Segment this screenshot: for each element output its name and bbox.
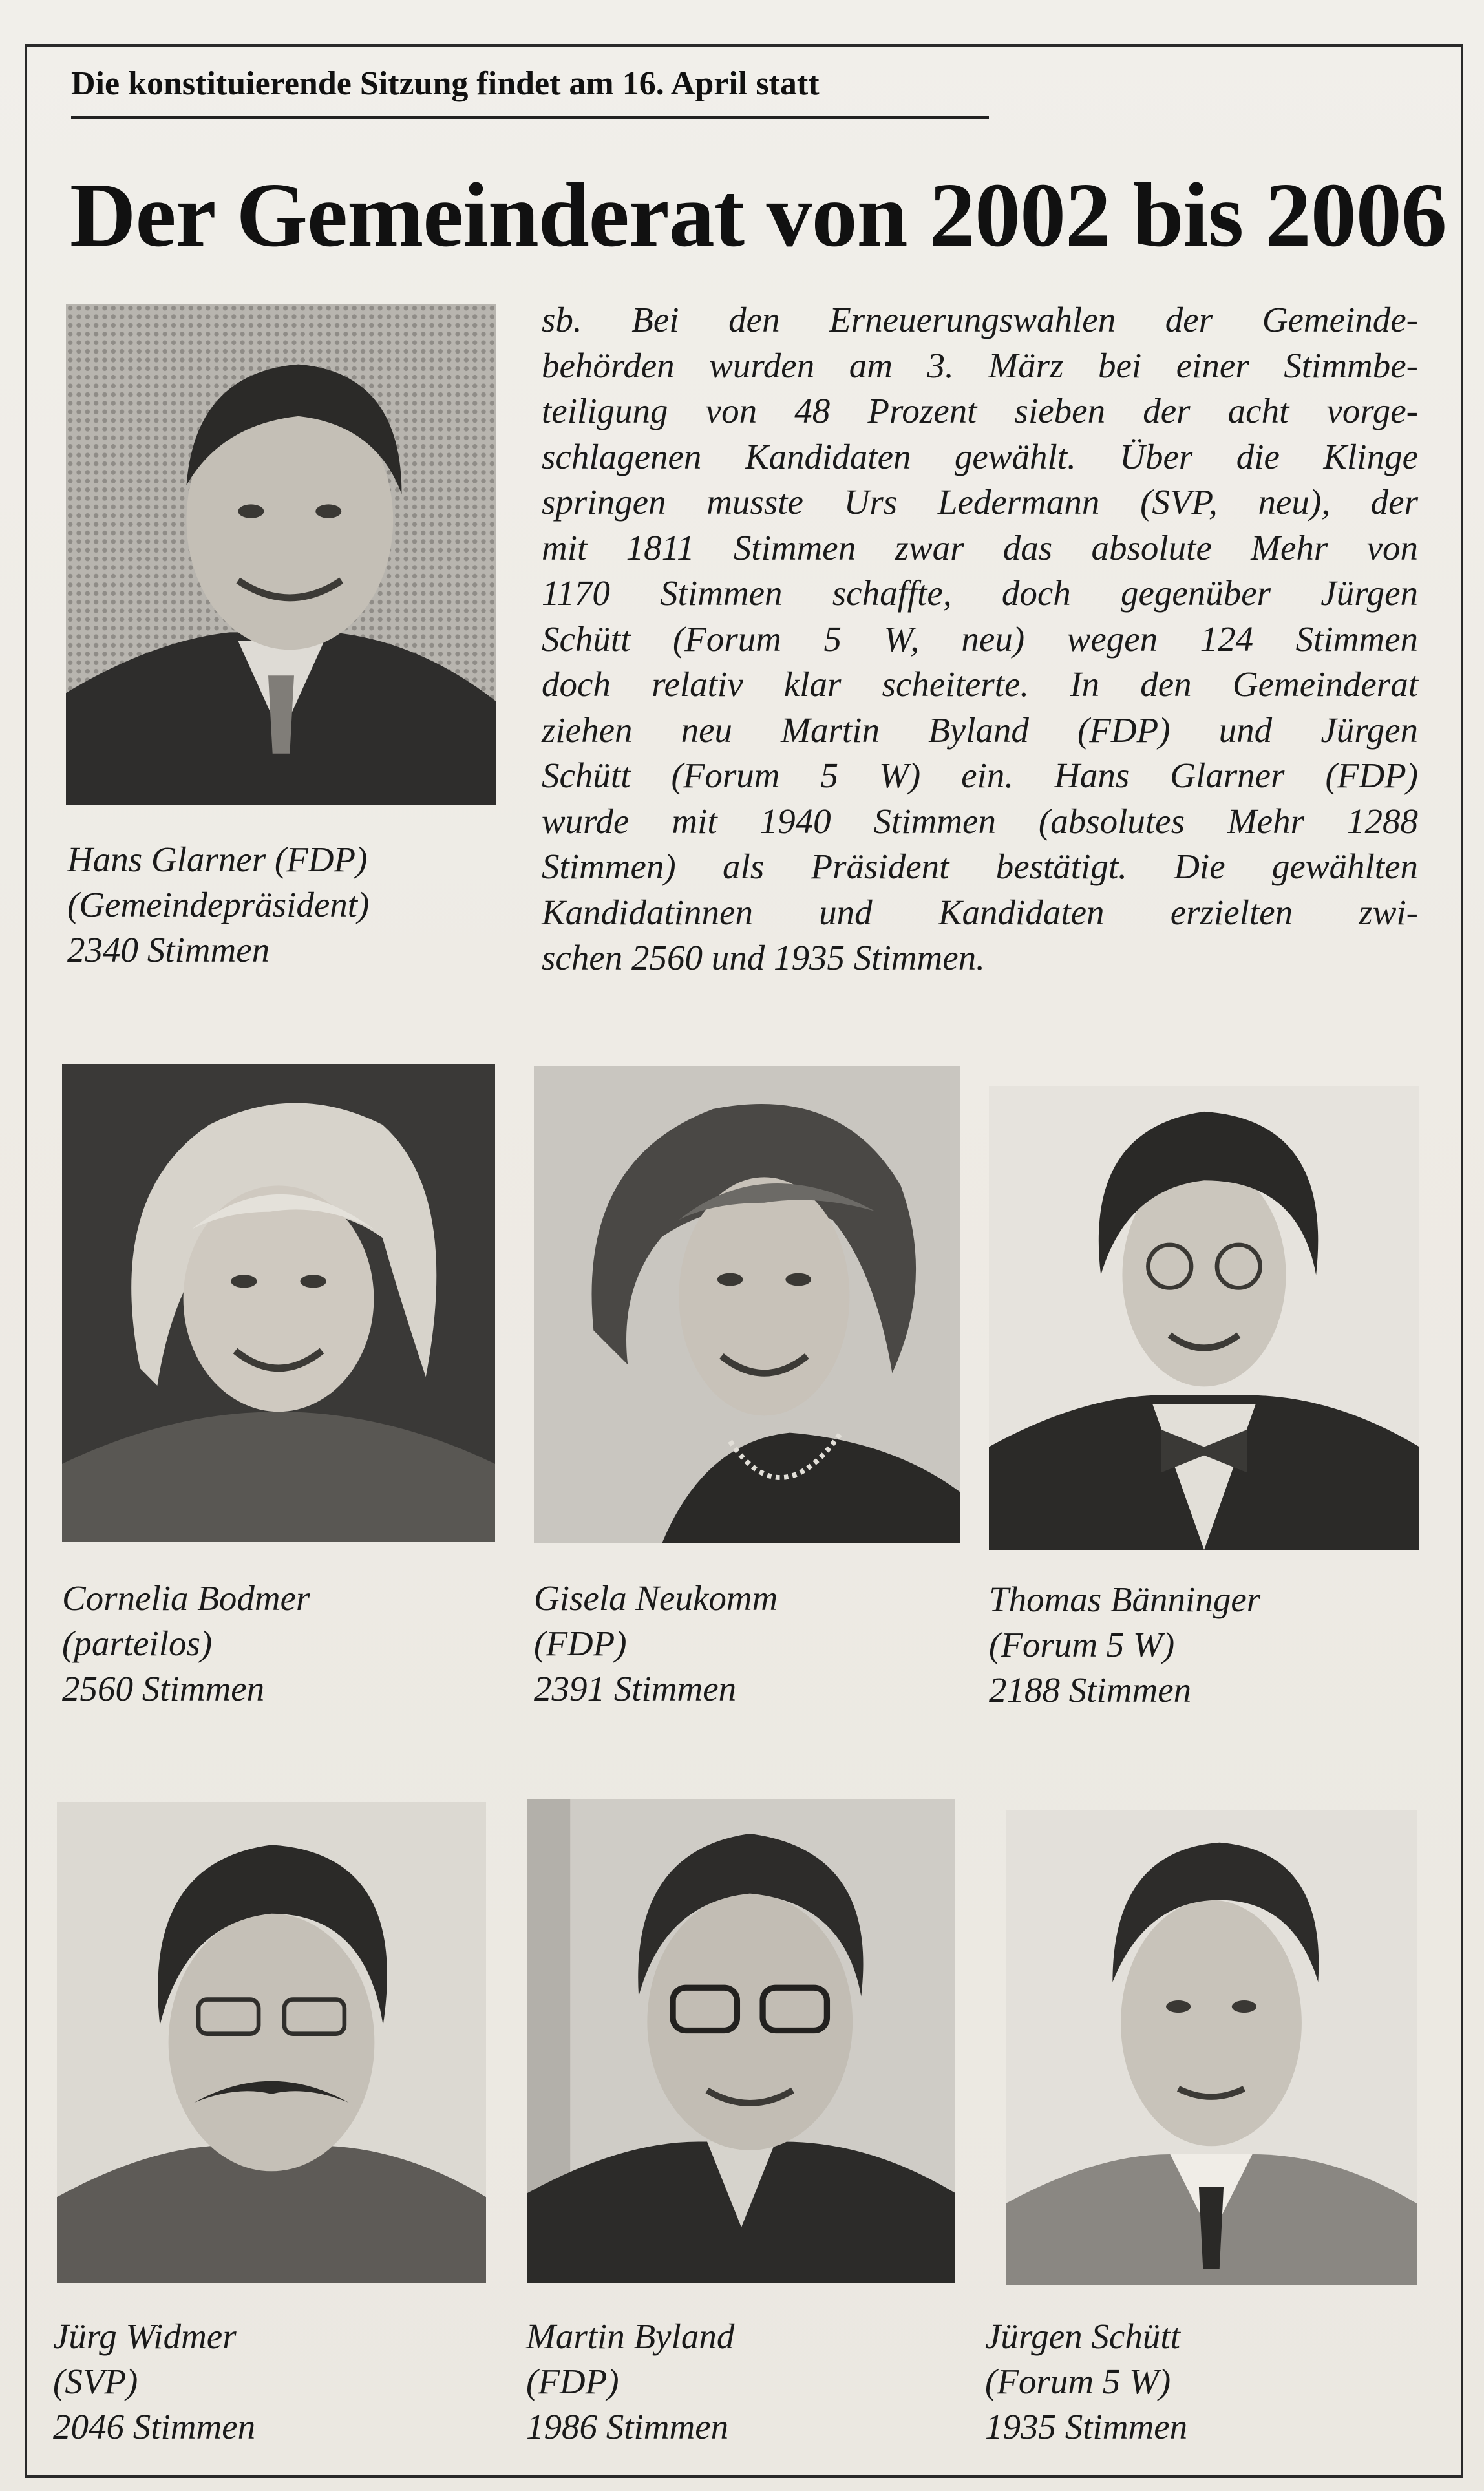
headline: Der Gemeinderat von 2002 bis 2006 — [70, 164, 1447, 266]
portrait-man-bowtie-image — [989, 1086, 1419, 1550]
portrait-photo-gisela-neukomm — [534, 1066, 960, 1543]
kicker-underline — [71, 116, 989, 119]
lead-line: wurde mit 1940 Stimmen (absolutes Mehr 1288 — [542, 801, 1418, 841]
member-votes: 1935 Stimmen — [985, 2407, 1188, 2446]
member-votes: 2046 Stimmen — [53, 2407, 256, 2446]
portrait-woman-necklace-image — [534, 1066, 960, 1543]
lead-line: teiligung von 48 Prozent sieben der acht vorge- — [542, 391, 1418, 430]
portrait-man-tie-image — [1006, 1810, 1417, 2285]
member-name: Thomas Bänninger — [989, 1580, 1261, 1619]
caption-cornelia-bodmer — [62, 1576, 310, 1712]
lead-line: Schütt (Forum 5 W) ein. Hans Glarner (FDP) — [542, 756, 1418, 795]
portrait-man-glasses-image — [527, 1799, 955, 2283]
portrait-man-mustache-image — [57, 1802, 486, 2283]
lead-paragraph — [542, 297, 1418, 981]
kicker: Die konstituierende Sitzung findet am 16. April statt — [71, 65, 820, 102]
member-votes: 2340 Stimmen — [67, 930, 270, 970]
member-role: (FDP) — [526, 2362, 619, 2401]
portrait-photo-cornelia-bodmer — [62, 1064, 495, 1542]
lead-line: Schütt (Forum 5 W, neu) wegen 124 Stimmen — [542, 619, 1418, 659]
caption-gisela-neukomm — [534, 1576, 778, 1712]
lead-line: 1170 Stimmen schaffte, doch gegenüber Jürgen — [542, 573, 1418, 613]
member-name: Gisela Neukomm — [534, 1578, 778, 1618]
caption-juergen-schuett — [985, 2314, 1187, 2450]
lead-line: sb. Bei den Erneuerungswahlen der Gemeinde- — [542, 300, 1418, 339]
caption-juerg-widmer — [53, 2314, 255, 2450]
portrait-man-suit-image — [66, 304, 496, 805]
lead-line: schlagenen Kandidaten gewählt. Über die Klinge — [542, 436, 1418, 476]
member-role: (Forum 5 W) — [989, 1625, 1175, 1664]
member-role: (parteilos) — [62, 1624, 213, 1663]
member-name: Jürgen Schütt — [985, 2316, 1180, 2356]
portrait-woman-blonde-image — [62, 1064, 495, 1542]
portrait-photo-martin-byland — [527, 1799, 955, 2283]
lead-line: Kandidatinnen und Kandidaten erzielten zwi- — [542, 892, 1418, 932]
member-votes: 2391 Stimmen — [534, 1669, 737, 1708]
member-role: (SVP) — [53, 2362, 138, 2401]
member-votes: 1986 Stimmen — [526, 2407, 729, 2446]
portrait-photo-juerg-widmer — [57, 1802, 486, 2283]
lead-line: schen 2560 und 1935 Stimmen. — [542, 938, 985, 977]
lead-line: ziehen neu Martin Byland (FDP) und Jürgen — [542, 710, 1418, 750]
lead-line: springen musste Urs Ledermann (SVP, neu), der — [542, 482, 1418, 522]
portrait-photo-thomas-baenninger — [989, 1086, 1419, 1550]
lead-line: mit 1811 Stimmen zwar das absolute Mehr von — [542, 527, 1418, 567]
caption-thomas-baenninger — [989, 1577, 1260, 1713]
member-role: (Forum 5 W) — [985, 2362, 1171, 2401]
member-votes: 2560 Stimmen — [62, 1669, 265, 1708]
lead-line: Stimmen) als Präsident bestätigt. Die gewählten — [542, 847, 1418, 886]
member-name: Martin Byland — [526, 2316, 735, 2356]
member-votes: 2188 Stimmen — [989, 1670, 1192, 1710]
portrait-photo-juergen-schuett — [1006, 1810, 1417, 2285]
member-name: Jürg Widmer — [53, 2316, 237, 2356]
caption-hans-glarner — [67, 837, 369, 973]
member-name: Hans Glarner (FDP) — [67, 840, 368, 879]
lead-line: behörden wurden am 3. März bei einer Stimmbe- — [542, 345, 1418, 385]
lead-line: doch relativ klar scheiterte. In den Gemeinderat — [542, 664, 1418, 704]
portrait-photo-hans-glarner — [66, 304, 496, 805]
member-role: (Gemeindepräsident) — [67, 885, 370, 924]
caption-martin-byland — [526, 2314, 734, 2450]
member-name: Cornelia Bodmer — [62, 1578, 310, 1618]
member-role: (FDP) — [534, 1624, 627, 1663]
